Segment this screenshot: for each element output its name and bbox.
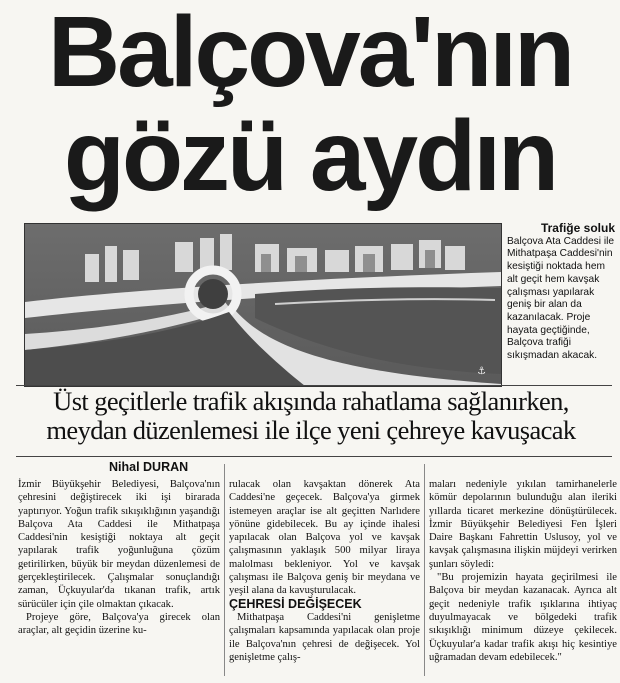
article-column-3: [429, 478, 617, 664]
byline: Nihal DURAN: [109, 460, 189, 474]
article-column-2: [229, 478, 420, 664]
column-separator-2: [424, 464, 425, 676]
headline-line-1: Balçova'nın: [47, 0, 573, 108]
quote-paragraph: "Bu projemizin hayata geçirilmesi ile Balçova bir meydan kazanacak. Ayrıca alt geçit nedeniyle trafik ışıklarına ihtiyaç duyulmayacak ve bölgedeki trafik sıkışıklığı minimum düzeye çekilecek. Üçkuyular'a kadar trafik akışı hiç kesintiye uğramadan devam edebilecek.": [429, 572, 617, 663]
article-column-1: [18, 478, 220, 638]
paragraph: Mithatpaşa Caddesi'ni genişletme çalışmaları kapsamında yapılacak olan proje ile Balçova'nın çehresi de değişecek. Yol genişletme çalış-: [229, 611, 420, 663]
subheadline-line-2: meydan düzenlemesi ile ilçe yeni çehreye kavuşacak: [46, 415, 576, 445]
column-separator-1: [224, 464, 225, 676]
paragraph: maları nedeniyle yıkılan tamirhanelerle kömür depolarının bulunduğu alan ileriki yıllarda ticaret merkezine dönüştürülecek. İzmir Büyükşehir Belediyesi Fen İşleri Daire Başkanı Fahrettin Uslusoy, yol ve kavşak çalışmasına ilişkin müjdeyi verirken şunları söyledi:: [429, 479, 617, 570]
paragraph: Projeye göre, Balçova'ya girecek olan araçlar, alt geçidin üzerine ku-: [18, 611, 220, 637]
interchange-illustration: [25, 224, 501, 386]
svg-text:⚓: ⚓: [477, 366, 486, 377]
headline-line-2: gözü aydın: [63, 100, 557, 212]
caption-text: Balçova Ata Caddesi ile Mithatpaşa Caddesi'nin kesiştiği noktada hem alt geçit hem kavşak çalışması yapılarak geniş bir alan da kazanılacak. Proje hayata geçtiğinde, Balçova trafiği sıkışmadan akacak.: [507, 235, 615, 362]
paragraph: rulacak olan kavşaktan dönerek Ata Caddesi'ne geçecek. Balçova'ya girmek istemeyen araçlar ise alt geçitten Narlıdere yönüne gidebilecek. Bu ay içinde ihalesi yapılacak olan Balçova yol ve kavşak çalışmasının yaklaşık 500 milyar liraya malolması bekleniyor. Yol ve kavşak çalışması ile Balçova geniş bir meydana ve yeşil alana da kavuşturulacak.: [229, 479, 420, 597]
divider-bottom: [16, 456, 612, 457]
caption-title: Trafiğe soluk: [540, 221, 615, 235]
subheadline-line-1: Üst geçitlerle trafik akışında rahatlama sağlanırken,: [53, 386, 569, 416]
subheadline: [10, 387, 612, 445]
paragraph: İzmir Büyükşehir Belediyesi, Balçova'nın çehresini değiştirecek iki işi birarada yaptırıyor. Yoğun trafik sıkışıklığının yaşandığı Balçova Ata Caddesi ile Mithatpaşa Caddesi'nin kesiştiği noktaya alt geçit yapılarak trafik yoğunluğuna çözüm getirilirken, büyük bir meydan düzenlemesi de gerçekleştirilecek. Çalışmalar sonuçlandığı zaman, Üçkuyular'da tıkanan trafik, artık sürücüler için çile olmaktan çıkacak.: [18, 479, 220, 610]
aerial-project-photo: [24, 223, 502, 387]
section-subtitle: ÇEHRESİ DEĞİŞECEK: [229, 596, 362, 611]
photo-caption: [507, 222, 615, 363]
